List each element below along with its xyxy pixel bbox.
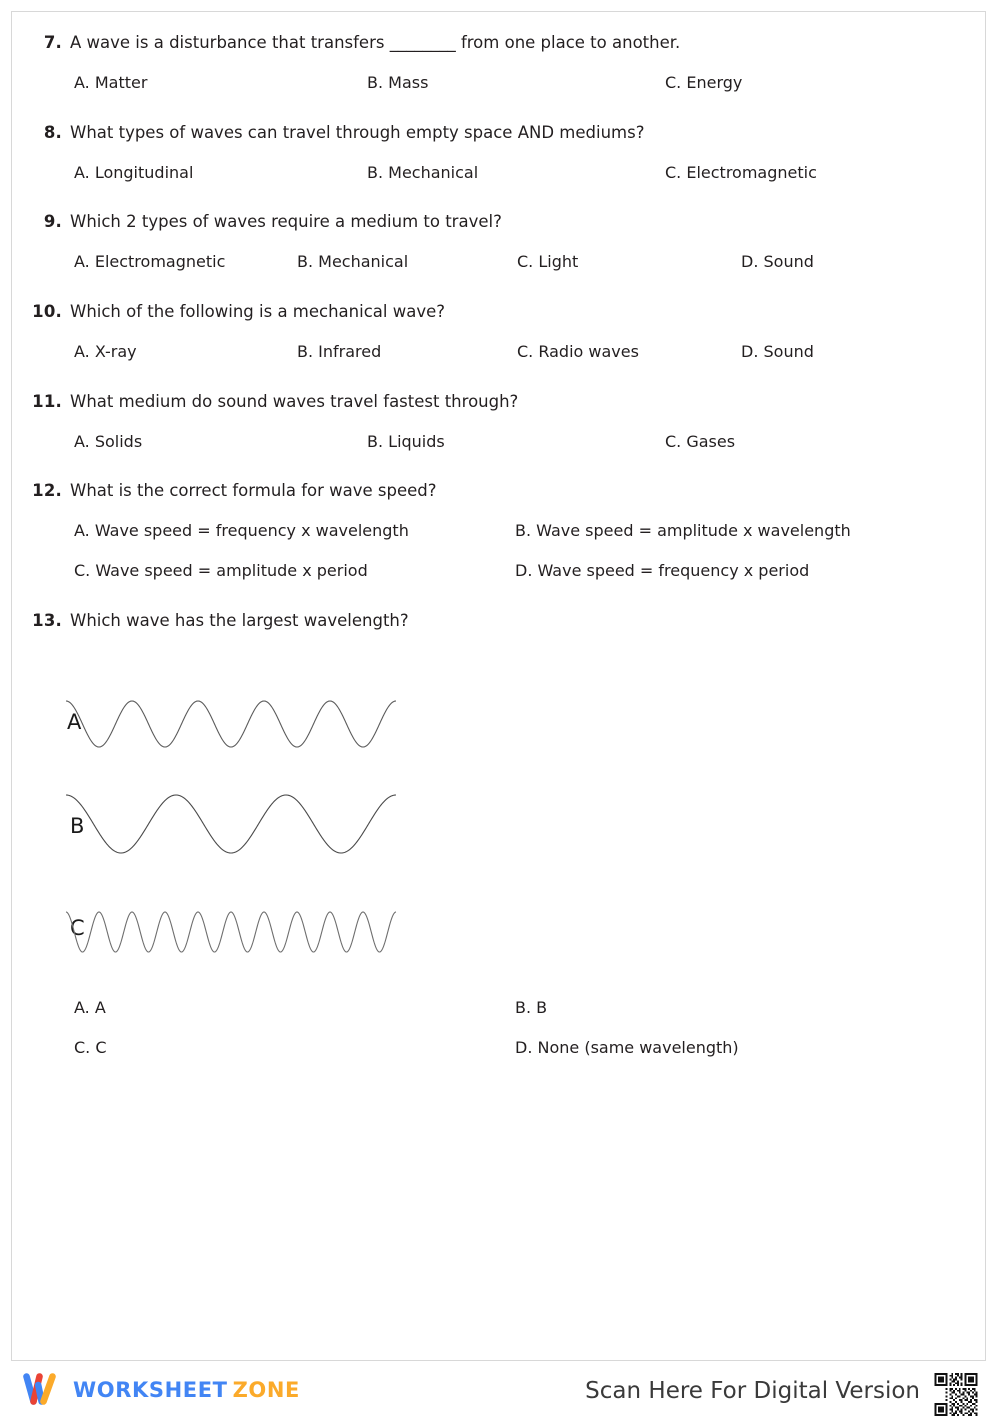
question-number: 7. (43, 33, 62, 52)
answer-option-a[interactable]: A. A (74, 998, 106, 1017)
question-text: Which 2 types of waves require a medium to travel? (70, 212, 502, 231)
wave-graphic-c (64, 882, 404, 982)
question-item-11 (12, 387, 987, 457)
question-header (12, 207, 987, 237)
question-number: 12. (32, 481, 62, 500)
brand-word-worksheet: WORKSHEET (73, 1378, 228, 1402)
qr-code-icon[interactable] (931, 1371, 981, 1418)
wave-label-c: C (70, 916, 85, 940)
question-header (12, 606, 987, 636)
question-header (12, 28, 987, 58)
answer-option-d[interactable]: D. Wave speed = frequency x period (515, 561, 810, 580)
answer-option-d[interactable]: D. Sound (741, 342, 814, 361)
answer-option-a[interactable]: A. Wave speed = frequency x wavelength (74, 521, 409, 540)
question-header (12, 297, 987, 327)
answer-option-a[interactable]: A. Longitudinal (74, 163, 194, 182)
answer-option-c[interactable]: C. Electromagnetic (665, 163, 817, 182)
answer-option-a[interactable]: A. Solids (74, 432, 143, 451)
question-number: 8. (43, 123, 62, 142)
question-item-7 (12, 28, 987, 98)
page-footer (0, 1366, 1000, 1414)
question-header (12, 118, 987, 148)
answer-option-d[interactable]: D. None (same wavelength) (515, 1038, 739, 1057)
wave-comparison-figure (12, 652, 987, 972)
question-text: What is the correct formula for wave speed? (70, 481, 437, 500)
answer-options (12, 516, 987, 586)
answer-option-c[interactable]: C. Gases (665, 432, 736, 451)
answer-option-b[interactable]: B. B (515, 998, 548, 1017)
question-header (12, 476, 987, 506)
brand-logo[interactable] (22, 1370, 300, 1410)
question-number: 10. (32, 302, 62, 321)
question-item-8 (12, 118, 987, 188)
question-number: 9. (43, 212, 62, 231)
question-number: 11. (32, 392, 62, 411)
answer-option-a[interactable]: A. X-ray (74, 342, 137, 361)
question-item-12 (12, 476, 987, 586)
answer-option-c[interactable]: C. C (74, 1038, 107, 1057)
wave-label-b: B (70, 814, 85, 838)
answer-option-b[interactable]: B. Mass (367, 73, 429, 92)
answer-option-c[interactable]: C. Radio waves (517, 342, 639, 361)
worksheetzone-logo-icon (22, 1373, 62, 1407)
answer-options (12, 158, 987, 188)
question-text: Which of the following is a mechanical wave? (70, 302, 446, 321)
question-text: What medium do sound waves travel fastest through? (70, 392, 519, 411)
answer-option-c[interactable]: C. Light (517, 252, 579, 271)
answer-option-b[interactable]: B. Liquids (367, 432, 445, 451)
question-text: A wave is a disturbance that transfers ________ from one place to another. (70, 33, 681, 52)
answer-option-b[interactable]: B. Infrared (297, 342, 382, 361)
answer-options (12, 427, 987, 457)
question-item-9 (12, 207, 987, 277)
answer-option-b[interactable]: B. Mechanical (297, 252, 409, 271)
answer-options (12, 68, 987, 98)
wave-label-a: A (67, 710, 82, 734)
answer-options (12, 337, 987, 367)
question-number: 13. (32, 611, 62, 630)
worksheet-page (11, 11, 986, 1361)
answer-option-b[interactable]: B. Wave speed = amplitude x wavelength (515, 521, 851, 540)
question-item-10 (12, 297, 987, 367)
brand-word-zone: ZONE (232, 1378, 300, 1402)
answer-option-a[interactable]: A. Electromagnetic (74, 252, 226, 271)
answer-option-c[interactable]: C. Wave speed = amplitude x period (74, 561, 368, 580)
answer-option-c[interactable]: C. Energy (665, 73, 743, 92)
qr-code-graphic (931, 1371, 981, 1418)
scan-instruction-text: Scan Here For Digital Version (585, 1378, 920, 1404)
answer-option-a[interactable]: A. Matter (74, 73, 148, 92)
answer-option-d[interactable]: D. Sound (741, 252, 814, 271)
brand-wordmark (73, 1378, 300, 1402)
question-text: What types of waves can travel through empty space AND mediums? (70, 123, 645, 142)
question-header (12, 387, 987, 417)
answer-options (12, 247, 987, 277)
wave-graphic-a (64, 674, 404, 774)
answer-option-b[interactable]: B. Mechanical (367, 163, 479, 182)
question-item-13 (12, 606, 987, 636)
question-text: Which wave has the largest wavelength? (70, 611, 409, 630)
wave-graphic-b (64, 774, 404, 874)
